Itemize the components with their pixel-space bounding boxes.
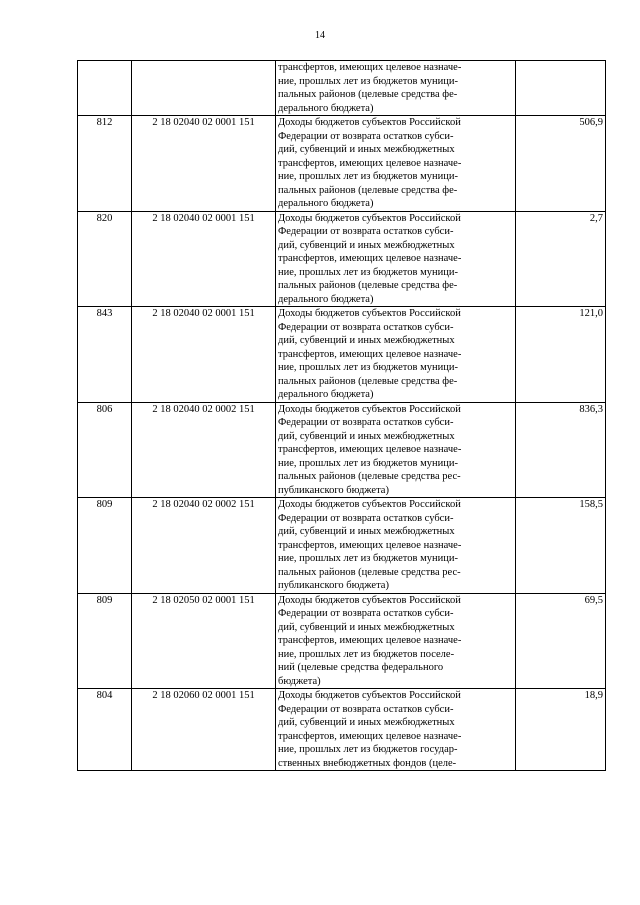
- amount-cell: 121,0: [516, 307, 606, 403]
- revenue-name-cell: Доходы бюджетов субъектов Российской Федерации от возврата остатков субси- дий, субвенций и иных межбюджетных трансфертов, имеющих целевое назначе- ние, прошлых лет из бюджетов муници- пальных районов (целевые средства рес- публиканского бюджета): [276, 498, 516, 594]
- admin-code-cell: 820: [78, 211, 132, 307]
- budget-classification-code-cell: 2 18 02040 02 0002 151: [132, 402, 276, 498]
- amount-cell: [516, 61, 606, 116]
- amount-cell: 2,7: [516, 211, 606, 307]
- budget-classification-code-cell: 2 18 02050 02 0001 151: [132, 593, 276, 689]
- amount-cell: 836,3: [516, 402, 606, 498]
- admin-code-cell: [78, 61, 132, 116]
- table-row: [78, 593, 606, 689]
- budget-revenue-table: [77, 60, 606, 771]
- admin-code-cell: 806: [78, 402, 132, 498]
- revenue-name-cell: трансфертов, имеющих целевое назначе- ние, прошлых лет из бюджетов муници- пальных районов (целевые средства фе- дерального бюджета): [276, 61, 516, 116]
- table-row: [78, 498, 606, 594]
- admin-code-cell: 843: [78, 307, 132, 403]
- budget-classification-code-cell: 2 18 02040 02 0001 151: [132, 211, 276, 307]
- page-number: 14: [315, 30, 325, 41]
- budget-classification-code-cell: 2 18 02060 02 0001 151: [132, 689, 276, 771]
- amount-cell: 18,9: [516, 689, 606, 771]
- table-body: [78, 61, 606, 771]
- amount-cell: 506,9: [516, 116, 606, 212]
- budget-classification-code-cell: 2 18 02040 02 0001 151: [132, 307, 276, 403]
- table-row: [78, 689, 606, 771]
- table-row-continued: [78, 61, 606, 116]
- revenue-name-cell: Доходы бюджетов субъектов Российской Федерации от возврата остатков субси- дий, субвенций и иных межбюджетных трансфертов, имеющих целевое назначе- ние, прошлых лет из бюджетов поселе- ний (целевые средства федерального бюджета): [276, 593, 516, 689]
- budget-classification-code-cell: 2 18 02040 02 0002 151: [132, 498, 276, 594]
- table-row: [78, 211, 606, 307]
- amount-cell: 158,5: [516, 498, 606, 594]
- revenue-name-cell: Доходы бюджетов субъектов Российской Федерации от возврата остатков субси- дий, субвенций и иных межбюджетных трансфертов, имеющих целевое назначе- ние, прошлых лет из бюджетов муници- пальных районов (целевые средства рес- публиканского бюджета): [276, 402, 516, 498]
- table-row: [78, 116, 606, 212]
- revenue-name-cell: Доходы бюджетов субъектов Российской Федерации от возврата остатков субси- дий, субвенций и иных межбюджетных трансфертов, имеющих целевое назначе- ние, прошлых лет из бюджетов муници- пальных районов (целевые средства фе- дерального бюджета): [276, 211, 516, 307]
- amount-cell: 69,5: [516, 593, 606, 689]
- admin-code-cell: 804: [78, 689, 132, 771]
- revenue-name-cell: Доходы бюджетов субъектов Российской Федерации от возврата остатков субси- дий, субвенций и иных межбюджетных трансфертов, имеющих целевое назначе- ние, прошлых лет из бюджетов муници- пальных районов (целевые средства фе- дерального бюджета): [276, 307, 516, 403]
- budget-classification-code-cell: [132, 61, 276, 116]
- table-row: [78, 402, 606, 498]
- revenue-name-cell: Доходы бюджетов субъектов Российской Федерации от возврата остатков субси- дий, субвенций и иных межбюджетных трансфертов, имеющих целевое назначе- ние, прошлых лет из бюджетов муници- пальных районов (целевые средства фе- дерального бюджета): [276, 116, 516, 212]
- revenue-name-cell: Доходы бюджетов субъектов Российской Федерации от возврата остатков субси- дий, субвенций и иных межбюджетных трансфертов, имеющих целевое назначе- ние, прошлых лет из бюджетов государ- ственных внебюджетных фондов (целе-: [276, 689, 516, 771]
- admin-code-cell: 809: [78, 593, 132, 689]
- budget-classification-code-cell: 2 18 02040 02 0001 151: [132, 116, 276, 212]
- admin-code-cell: 809: [78, 498, 132, 594]
- admin-code-cell: 812: [78, 116, 132, 212]
- table-row: [78, 307, 606, 403]
